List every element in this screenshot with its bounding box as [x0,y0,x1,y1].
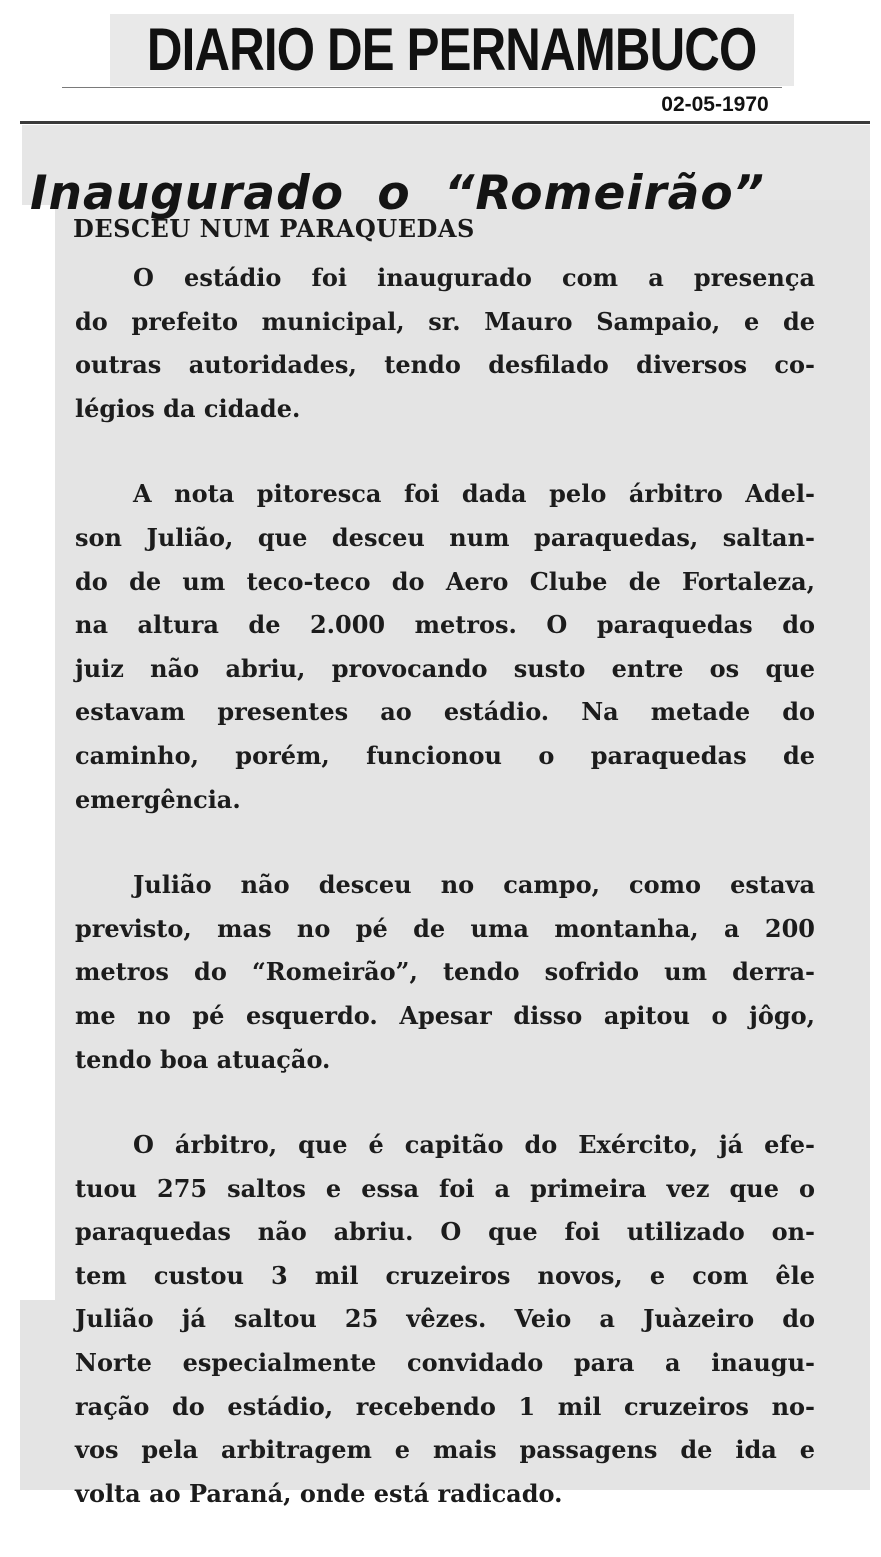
text-line: Julião já saltou 25 vêzes. Veio a Juàzeiro do [75,1304,815,1334]
text-line: O árbitro, que é capitão do Exército, já efe- [133,1130,815,1160]
article-headline: Inaugurado o “Romeirão” [30,166,765,222]
text-line: Norte especialmente convidado para a inaugu- [75,1348,815,1378]
paragraph-4 [75,1123,815,1515]
text-line: O estádio foi inaugurado com a presença [133,263,815,292]
text-line: do prefeito municipal, sr. Mauro Sampaio, e de [75,306,815,336]
text-line: Julião não desceu no campo, como estava [133,870,815,900]
paragraph-3 [75,863,815,1081]
masthead-rule [62,87,782,88]
publication-date: 02-05-1970 [661,93,769,116]
text-line: estavam presentes ao estádio. Na metade do [75,697,815,727]
paragraph-2 [75,472,815,821]
text-line: tem custou 3 mil cruzeiros novos, e com êle [75,1260,815,1290]
newspaper-name: DIARIO DE PERNAMBUCO [147,16,757,83]
text-line: tendo boa atuação. [75,1044,331,1074]
text-line: volta ao Paraná, onde está radicado. [75,1478,563,1508]
clipping-body-area-edge [20,1300,60,1490]
text-line: na altura de 2.000 metros. O paraquedas do [75,610,815,640]
masthead [110,14,794,86]
text-line: légios da cidade. [75,393,301,423]
text-line: caminho, porém, funcionou o paraquedas de [75,740,815,770]
text-line: vos pela arbitragem e mais passagens de ida e [75,1435,815,1465]
article-body [75,256,815,1557]
text-line: ração do estádio, recebendo 1 mil cruzeiros no- [75,1391,815,1421]
text-line: A nota pitoresca foi dada pelo árbitro Adel- [133,479,815,509]
text-line: emergência. [75,784,241,814]
text-line: paraquedas não abriu. O que foi utilizado on- [75,1217,815,1247]
text-line: previsto, mas no pé de uma montanha, a 200 [75,913,815,943]
text-line: metros do “Romeirão”, tendo sofrido um derra- [75,957,815,987]
text-line: son Julião, que desceu num paraquedas, saltan- [75,522,815,552]
article-subhead: DESCEU NUM PARAQUEDAS [73,214,475,243]
text-line: outras autoridades, tendo desfilado diversos co- [75,350,815,380]
section-divider [20,121,870,124]
text-line: juiz não abriu, provocando susto entre os que [75,653,815,683]
text-line: tuou 275 saltos e essa foi a primeira vez que o [75,1173,815,1203]
text-line: do de um teco-teco do Aero Clube de Fortaleza, [75,566,815,596]
text-line: me no pé esquerdo. Apesar disso apitou o jôgo, [75,1000,815,1030]
paragraph-1 [75,256,815,430]
